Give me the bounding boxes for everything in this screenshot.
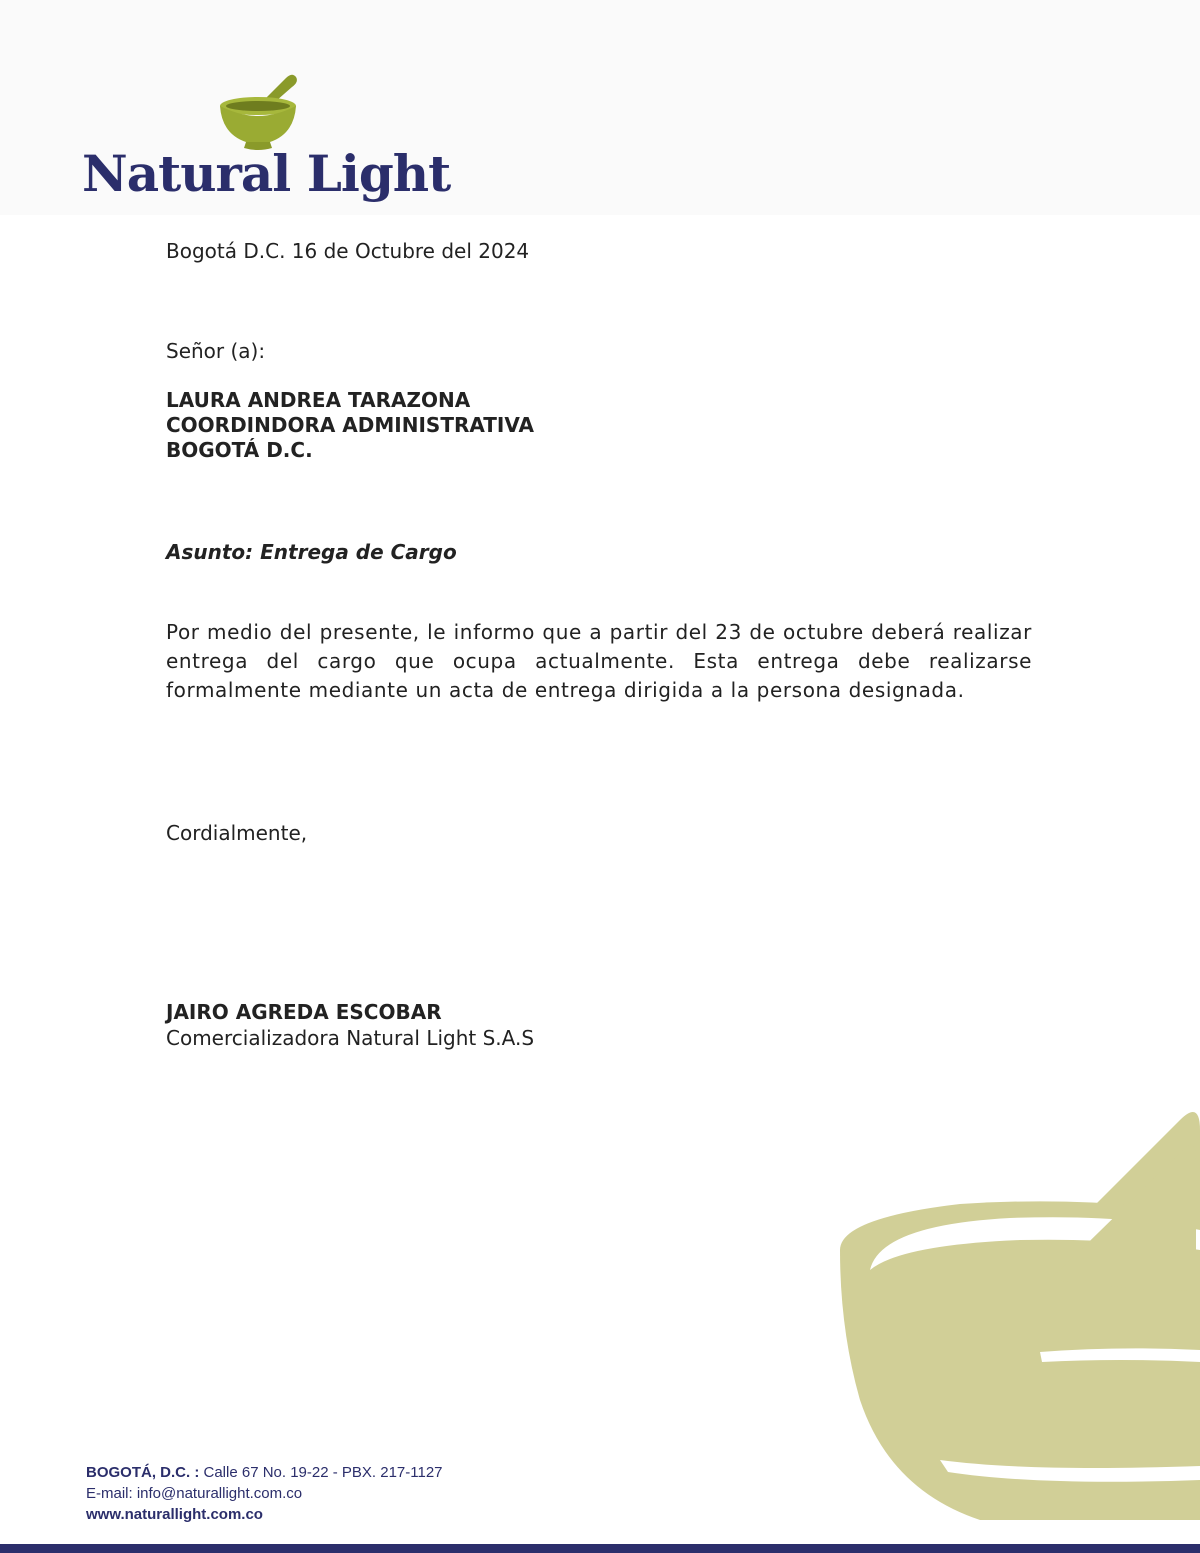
footer-city: BOGOTÁ, D.C. : (86, 1464, 200, 1481)
footer-website: www.naturallight.com.co (86, 1506, 263, 1523)
signature-block (166, 999, 1032, 1051)
signer-name: JAIRO AGREDA ESCOBAR (166, 1000, 442, 1024)
letterhead-footer (86, 1462, 443, 1525)
letter-date: Bogotá D.C. 16 de Octubre del 2024 (166, 239, 530, 263)
salutation: Señor (a): (166, 339, 266, 363)
company-logo (80, 72, 450, 212)
recipient-title: COORDINDORA ADMINISTRATIVA (166, 413, 534, 437)
recipient-name: LAURA ANDREA TARAZONA (166, 388, 471, 412)
mortar-watermark-icon (830, 1100, 1200, 1525)
mortar-pestle-icon (216, 72, 300, 152)
footer-address: Calle 67 No. 19-22 - PBX. 217-1127 (199, 1464, 443, 1481)
signer-company: Comercializadora Natural Light S.A.S (166, 1026, 535, 1050)
letter-subject: Asunto: Entrega de Cargo (166, 540, 457, 564)
recipient-city: BOGOTÁ D.C. (166, 438, 313, 462)
letter-body: Por medio del presente, le informo que a partir del 23 de octubre deberá realizar entrega del cargo que ocupa actualmente. Esta entrega debe realizarse formalmente mediante un acta de entrega dirigida a la persona designada. (166, 620, 1032, 702)
recipient-block (166, 388, 1032, 463)
logo-wordmark: Natural Light (82, 144, 451, 203)
footer-bar (0, 1544, 1200, 1553)
footer-address-line (86, 1462, 443, 1483)
footer-email: E-mail: info@naturallight.com.co (86, 1485, 303, 1502)
letter-closing: Cordialmente, (166, 821, 308, 845)
